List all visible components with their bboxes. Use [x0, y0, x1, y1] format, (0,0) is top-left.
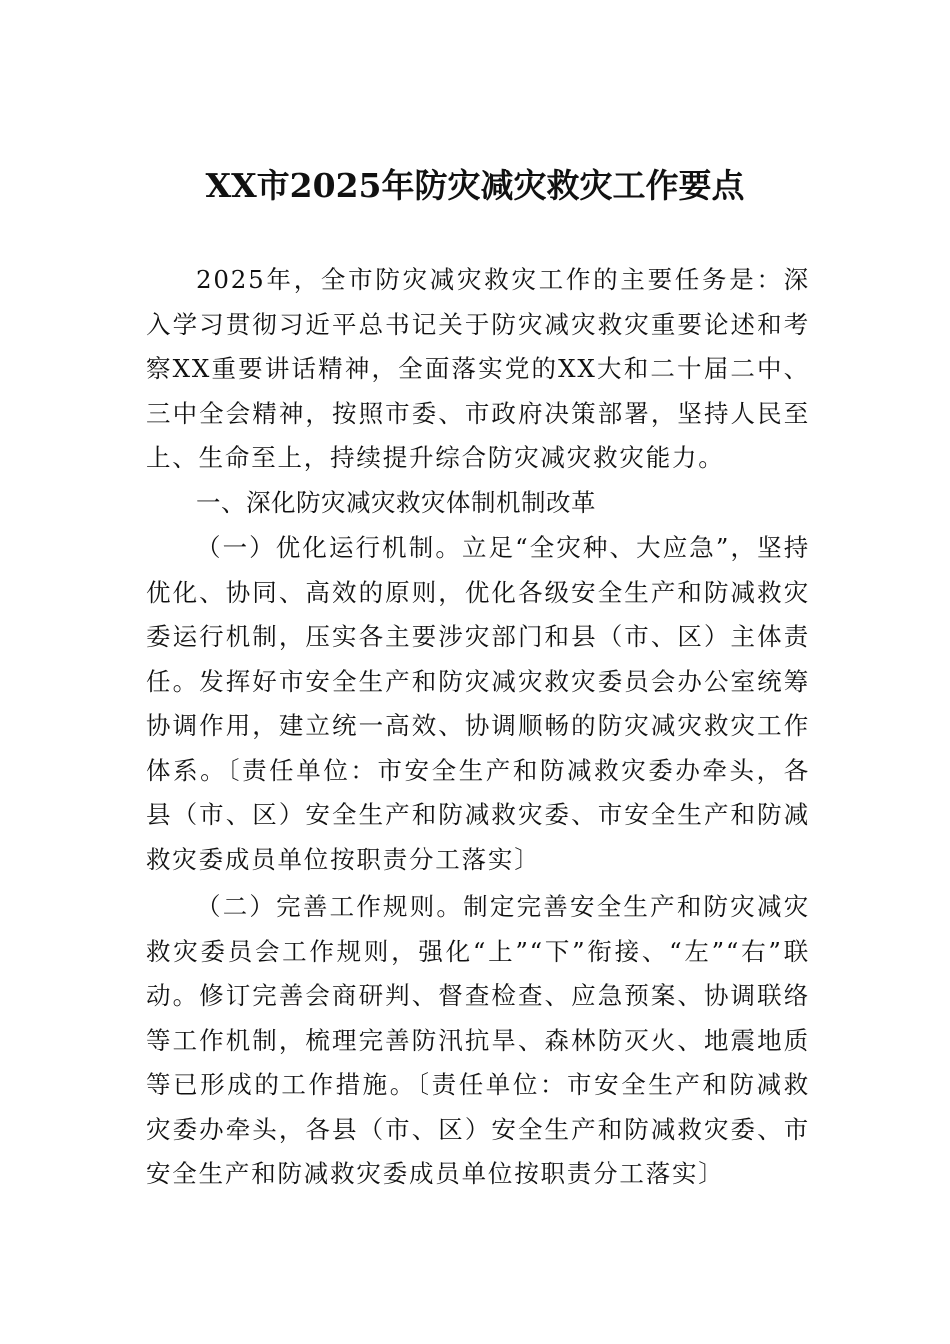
item-1-block: [146, 526, 810, 882]
intro-block: [146, 258, 810, 481]
item-1-heading: （一）优化运行机制。: [196, 533, 462, 562]
item-1-text: 立足“全灾种、大应急”，坚持优化、协同、高效的原则，优化各级安全生产和防减救灾委运行机制，压实各主要涉灾部门和县（市、区）主体责任。发挥好市安全生产和防灾减灾救灾委员会办公室统筹协调作用，建立统一高效、协调顺畅的防灾减灾救灾工作体系。〔责任单位：市安全生产和防减救灾委办牵头，各县（市、区）安全生产和防减救灾委、市安全生产和防减救灾委成员单位按职责分工落实〕: [146, 533, 811, 874]
item-2-text: 制定完善安全生产和防灾减灾救灾委员会工作规则，强化“上”“下”衔接、“左”“右”联动。修订完善会商研判、督查检查、应急预案、协调联络等工作机制，梳理完善防汛抗旱、森林防灭火、地震地质等已形成的工作措施。〔责任单位：市安全生产和防减救灾委办牵头，各县（市、区）安全生产和防减救灾委、市安全生产和防减救灾委成员单位按职责分工落实〕: [146, 892, 810, 1188]
item-1-paragraph: [146, 526, 810, 882]
intro-paragraph: 2025年，全市防灾减灾救灾工作的主要任务是：深入学习贯彻习近平总书记关于防灾减灾救灾重要论述和考察XX重要讲话精神，全面落实党的XX大和二十届二中、三中全会精神，按照市委、市政府决策部署，坚持人民至上、生命至上，持续提升综合防灾减灾救灾能力。: [146, 265, 810, 472]
document-title: XX市2025年防灾减灾救灾工作要点: [205, 166, 745, 205]
item-2-paragraph: [146, 885, 810, 1197]
item-2-block: [146, 885, 810, 1197]
section-1: [146, 481, 810, 526]
section-1-heading: 一、深化防灾减灾救灾体制机制改革: [196, 488, 596, 517]
item-2-heading: （二）完善工作规则。: [196, 892, 464, 921]
